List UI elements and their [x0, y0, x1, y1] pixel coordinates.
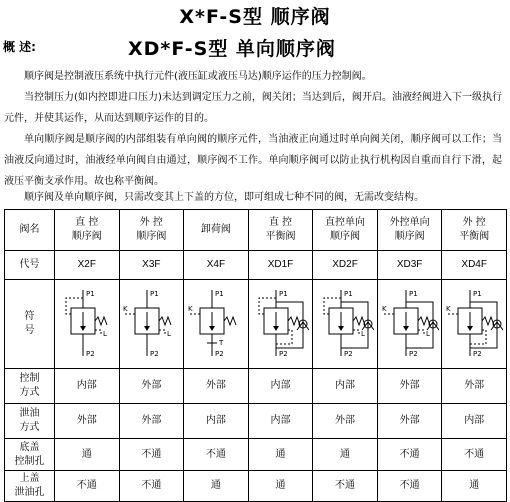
cell-symbol: [313, 280, 378, 369]
drain-line: [353, 330, 359, 336]
cell-control: 外部: [184, 369, 249, 404]
table-row-bottom-cover: [5, 439, 507, 471]
cell-drain: 外部: [377, 404, 442, 439]
flow-arrow: [209, 326, 215, 331]
spring-icon: [224, 317, 236, 325]
p1-label: P1: [214, 290, 224, 298]
drain-line: [418, 330, 424, 336]
spring-icon: [418, 317, 430, 325]
cell-control: 内部: [313, 369, 378, 404]
spring-icon: [482, 317, 494, 325]
valve-spec-table: [4, 209, 507, 502]
cell-top: 不通: [55, 471, 120, 502]
p1-label: P1: [150, 290, 160, 298]
cell-code: XD3F: [377, 251, 442, 280]
p1-label: P1: [344, 290, 353, 298]
valve-symbol-icon: [251, 284, 309, 364]
table-row-top-cover: [5, 471, 507, 502]
cell-code: XD4F: [442, 251, 507, 280]
paragraph-2: 当控制压力(如内控即进口压力)未达到调定压力之前，阀关闭；当达到后，阀开启。油液经阀进入下一级执行元件，并使其运作，从而达到顺序运作的目的。: [4, 92, 502, 124]
paragraph-1: 顺序阀是控制液压系统中执行元件(液压缸或液压马达)顺序运作的压力控制阀。: [24, 71, 372, 82]
internal-control-line: [66, 298, 83, 314]
spring-icon: [288, 317, 300, 325]
cell-code: X2F: [55, 251, 120, 280]
table-row-symbol: [5, 280, 507, 369]
cell-name-xd3f: 外控单向 顺序阀: [377, 210, 442, 251]
k-label: K: [123, 305, 128, 313]
cell-bottom: 不通: [184, 439, 249, 471]
cell-symbol: [248, 280, 313, 369]
cell-drain: 外部: [313, 404, 378, 439]
flow-arrow: [403, 326, 409, 331]
table-row-name: [5, 210, 507, 251]
cell-symbol: [119, 280, 184, 369]
flow-arrow: [80, 326, 86, 331]
internal-drain-line: [276, 330, 292, 344]
cell-drain: 外部: [119, 404, 184, 439]
row-label-control: 控制 方式: [5, 369, 55, 404]
cell-symbol: [442, 280, 507, 369]
drain-line: [95, 330, 101, 336]
p2-label: P2: [408, 350, 418, 358]
p2-label: P2: [150, 350, 160, 358]
p1-label: P1: [279, 290, 289, 298]
overview-label: 概 述:: [3, 40, 36, 54]
valve-symbol-icon: [58, 284, 116, 364]
l-label: L: [167, 330, 172, 338]
internal-drain-line: [470, 330, 486, 344]
cell-control: 内部: [248, 369, 313, 404]
row-label-drain: 泄油 方式: [5, 404, 55, 439]
l-label: L: [361, 330, 365, 338]
row-label-code: 代号: [5, 251, 55, 280]
cell-bottom: 通: [55, 439, 120, 471]
t-label: T: [218, 339, 224, 347]
cell-code: X4F: [184, 251, 249, 280]
cell-top: 不通: [119, 471, 184, 502]
valve-symbol-icon: [316, 284, 374, 364]
spring-icon: [159, 317, 171, 325]
cell-drain: 外部: [55, 404, 120, 439]
cell-name-xd2f: 直控单向 顺序阀: [313, 210, 378, 251]
cell-symbol: [377, 280, 442, 369]
flow-arrow: [338, 326, 344, 331]
flow-arrow: [467, 326, 473, 331]
row-label-symbol: 符 号: [5, 280, 55, 369]
cell-name-x2f: 直 控 顺序阀: [55, 210, 120, 251]
flow-arrow: [144, 326, 150, 331]
cell-drain: 内部: [248, 404, 313, 439]
p2-label: P2: [344, 350, 353, 358]
p1-label: P1: [473, 290, 482, 298]
spring-icon: [353, 317, 365, 325]
cell-name-xd1f: 直 控 平衡阀: [248, 210, 313, 251]
cell-code: X3F: [119, 251, 184, 280]
row-label-top-cover: 上盖 泄油孔: [5, 471, 55, 502]
cell-top: 通: [248, 471, 313, 502]
cell-top: 不通: [313, 471, 378, 502]
p1-label: P1: [85, 290, 95, 298]
valve-symbol-icon: [187, 284, 245, 364]
cell-symbol: [184, 280, 249, 369]
cell-code: XD2F: [313, 251, 378, 280]
table-row-control: [5, 369, 507, 404]
p2-label: P2: [214, 350, 224, 358]
k-label: K: [187, 305, 193, 313]
cell-control: 内部: [55, 369, 120, 404]
cell-bottom: 不通: [119, 439, 184, 471]
cell-drain: 内部: [184, 404, 249, 439]
cell-code: XD1F: [248, 251, 313, 280]
cell-bottom: 不通: [442, 439, 507, 471]
paragraph-4: 顺序阀及单向顺序阀，只需改变其上下盖的方位，即可组成七种不同的阀，无需改变结构。: [24, 192, 424, 203]
cell-control: 外部: [442, 369, 507, 404]
cell-control: 外部: [377, 369, 442, 404]
p2-label: P2: [473, 350, 482, 358]
cell-drain: 内部: [442, 404, 507, 439]
cell-top: 通: [184, 471, 249, 502]
p1-label: P1: [408, 290, 418, 298]
valve-symbol-icon: [445, 284, 503, 364]
k-label: K: [381, 305, 387, 313]
internal-control-line: [324, 298, 341, 314]
cell-name-xd4f: 外 控 平衡阀: [442, 210, 507, 251]
cell-name-x3f: 外 控 顺序阀: [119, 210, 184, 251]
page-title: X*F-S型 顺序阀: [179, 6, 331, 28]
spring-icon: [95, 317, 107, 325]
k-label: K: [446, 305, 451, 313]
table-row-drain: [5, 404, 507, 439]
p2-label: P2: [279, 350, 289, 358]
page-subtitle: XD*F-S型 单向顺序阀: [128, 38, 336, 60]
cell-bottom: 通: [313, 439, 378, 471]
l-label: L: [102, 330, 107, 338]
valve-symbol-icon: [122, 284, 180, 364]
cell-bottom: 不通: [377, 439, 442, 471]
row-label-bottom-cover: 底盖 控制孔: [5, 439, 55, 471]
p2-label: P2: [85, 350, 95, 358]
drain-line: [159, 330, 165, 336]
row-label-name: 阀名: [5, 210, 55, 251]
cell-bottom: 通: [248, 439, 313, 471]
cell-top: 通: [442, 471, 507, 502]
table-row-code: [5, 251, 507, 280]
internal-control-line: [259, 298, 276, 314]
paragraph-3: 单向顺序阀是顺序阀的内部组装有单向阀的顺序元件，当油液正向通过时单向阀关闭，顺序阀可以工作；当油液反向通过时，油液经单向阀自由通过，顺序阀不工作。单向顺序阀可以防止执行机构因自重而自行下滑，起液压平衡支承作用。故也称平衡阀。: [4, 134, 502, 187]
cell-control: 外部: [119, 369, 184, 404]
cell-name-x4f: 卸荷阀: [184, 210, 249, 251]
flow-arrow: [273, 326, 279, 331]
cell-top: 不通: [377, 471, 442, 502]
l-label: L: [425, 330, 430, 338]
cell-symbol: [55, 280, 120, 369]
valve-symbol-icon: [381, 284, 439, 364]
